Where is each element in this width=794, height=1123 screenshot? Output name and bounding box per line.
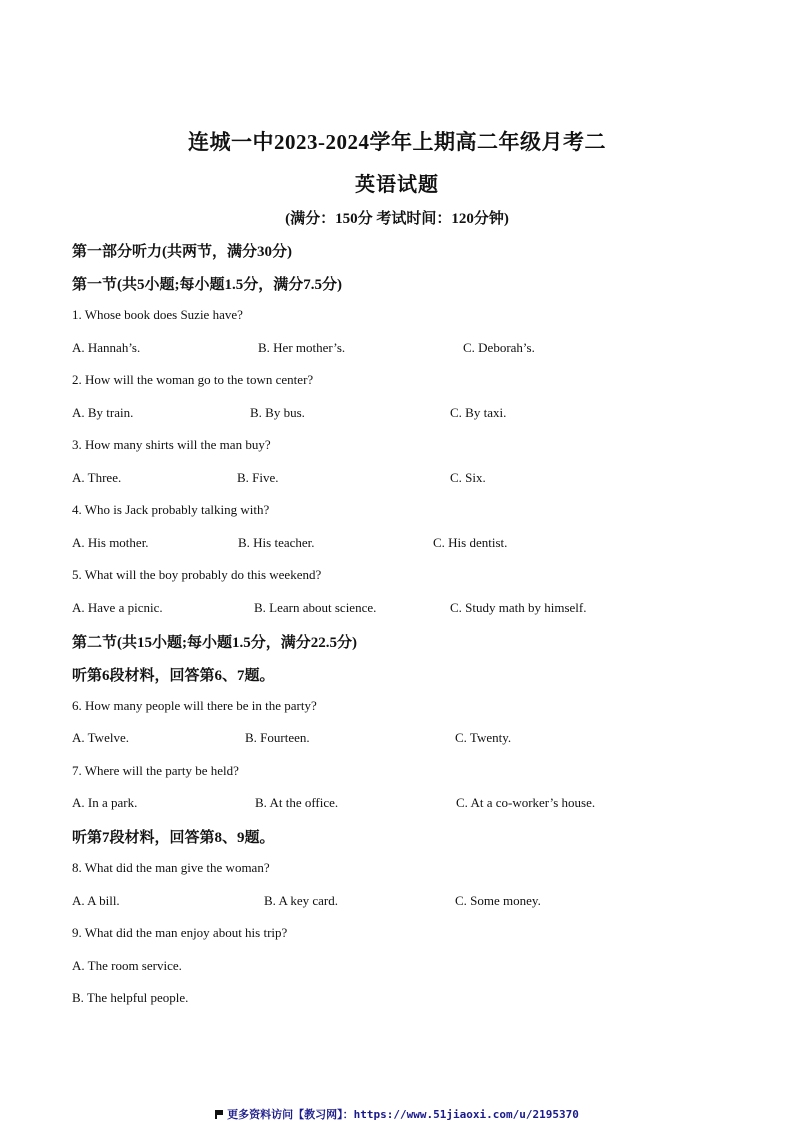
question-3: 3. How many shirts will the man buy? bbox=[72, 437, 271, 452]
exam-info: (满分：150分 考试时间：120分钟) bbox=[285, 211, 509, 227]
q6-option-c: C. Twenty. bbox=[455, 730, 512, 745]
question-2: 2. How will the woman go to the town center? bbox=[72, 372, 314, 387]
page-title: 连城一中2023-2024学年上期高二年级月考二 bbox=[188, 130, 606, 154]
q3-option-b: B. Five. bbox=[237, 470, 279, 485]
question-7: 7. Where will the party be held? bbox=[72, 763, 239, 778]
question-6: 6. How many people will there be in the party? bbox=[72, 698, 317, 713]
q3-option-c: C. Six. bbox=[450, 470, 486, 485]
q1-option-a: A. Hannah’s. bbox=[72, 340, 141, 355]
q5-option-a: A. Have a picnic. bbox=[72, 600, 163, 615]
q7-option-b: B. At the office. bbox=[255, 795, 339, 810]
question-1: 1. Whose book does Suzie have? bbox=[72, 307, 243, 322]
q8-option-b: B. A key card. bbox=[264, 893, 339, 908]
part1-heading: 第一部分听力(共两节，满分30分) bbox=[72, 244, 292, 260]
q7-option-c: C. At a co-worker’s house. bbox=[456, 795, 596, 810]
q5-option-c: C. Study math by himself. bbox=[450, 600, 587, 615]
question-9: 9. What did the man enjoy about his trip? bbox=[72, 925, 288, 940]
q9-option-b: B. The helpful people. bbox=[72, 990, 189, 1005]
subject-title: 英语试题 bbox=[355, 174, 439, 196]
q5-option-b: B. Learn about science. bbox=[254, 600, 377, 615]
q2-option-c: C. By taxi. bbox=[450, 405, 507, 420]
flag-icon bbox=[215, 1110, 223, 1119]
q1-option-c: C. Deborah’s. bbox=[463, 340, 535, 355]
q4-option-a: A. His mother. bbox=[72, 535, 149, 550]
q2-option-a: A. By train. bbox=[72, 405, 134, 420]
q1-option-b: B. Her mother’s. bbox=[258, 340, 346, 355]
material6-heading: 听第6段材料，回答第6、7题。 bbox=[72, 668, 275, 684]
q4-option-b: B. His teacher. bbox=[238, 535, 315, 550]
q2-option-b: B. By bus. bbox=[250, 405, 305, 420]
footer-link[interactable] bbox=[0, 1106, 794, 1122]
material7-heading: 听第7段材料，回答第8、9题。 bbox=[72, 830, 275, 846]
q3-option-a: A. Three. bbox=[72, 470, 122, 485]
footer-text[interactable]: 更多资料访问【教习网】：https://www.51jiaoxi.com/u/2195370 bbox=[227, 1108, 579, 1121]
q4-option-c: C. His dentist. bbox=[433, 535, 508, 550]
section2-heading: 第二节(共15小题;每小题1.5分，满分22.5分) bbox=[72, 635, 357, 651]
section1-heading: 第一节(共5小题;每小题1.5分，满分7.5分) bbox=[72, 277, 342, 293]
q8-option-a: A. A bill. bbox=[72, 893, 120, 908]
q9-option-a: A. The room service. bbox=[72, 958, 182, 973]
q7-option-a: A. In a park. bbox=[72, 795, 138, 810]
question-5: 5. What will the boy probably do this weekend? bbox=[72, 567, 322, 582]
q6-option-b: B. Fourteen. bbox=[245, 730, 310, 745]
q8-option-c: C. Some money. bbox=[455, 893, 541, 908]
q6-option-a: A. Twelve. bbox=[72, 730, 129, 745]
question-4: 4. Who is Jack probably talking with? bbox=[72, 502, 270, 517]
question-8: 8. What did the man give the woman? bbox=[72, 860, 270, 875]
